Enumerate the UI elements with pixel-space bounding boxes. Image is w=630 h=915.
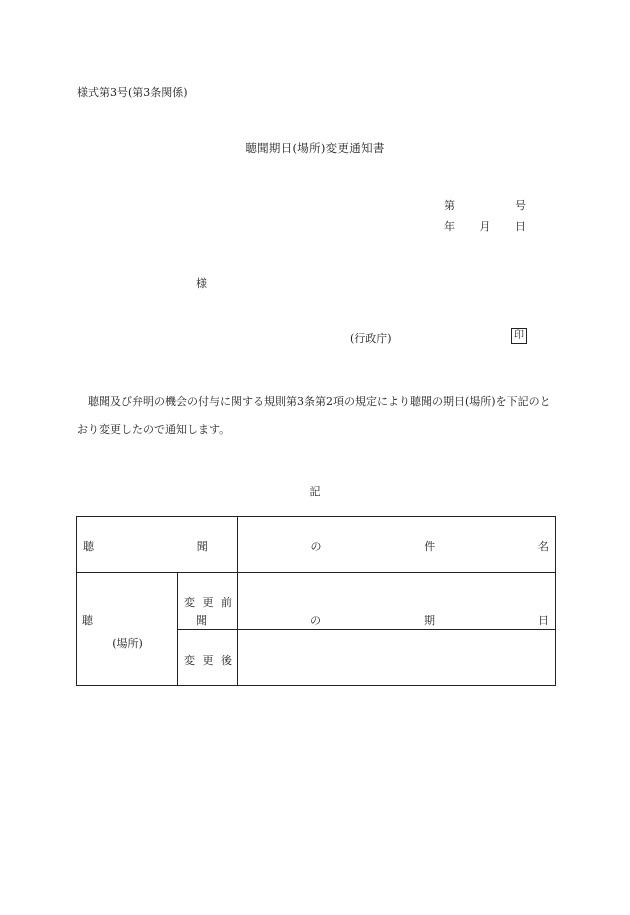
issuer-label: (行政庁) (350, 332, 392, 345)
after-char: 変 (184, 654, 195, 667)
form-number: 様式第3号(第3条関係) (77, 86, 188, 99)
hearing-place-label: (場所) (112, 637, 143, 650)
date-day: 日 (515, 220, 526, 233)
body-paragraph: 聴聞及び弁明の機会の付与に関する規則第3条第2項の規定により聴聞の期日(場所)を下記のとおり変更したので通知します。 (77, 395, 551, 436)
number-prefix: 第 (444, 199, 455, 212)
hearing-date-char: 日 (538, 614, 549, 627)
seal-mark: 印 (511, 328, 527, 344)
details-table (76, 516, 556, 686)
addressee-honorific: 様 (196, 277, 207, 290)
case-name-char: 聴 (83, 540, 94, 553)
number-suffix: 号 (515, 199, 526, 212)
after-change-value-cell (238, 630, 555, 685)
case-name-char: 名 (538, 540, 549, 553)
hearing-date-label-cell (77, 573, 178, 685)
before-change-label (184, 594, 232, 610)
date-year: 年 (444, 220, 455, 233)
date-month: 月 (479, 220, 491, 233)
before-char: 前 (221, 596, 232, 609)
before-char: 更 (202, 596, 214, 609)
hearing-date-char: 聞 (196, 614, 207, 627)
hearing-date-char: 期 (424, 614, 435, 627)
hearing-date-char: の (310, 614, 321, 627)
case-name-label (83, 538, 549, 554)
hearing-date-char: 聴 (82, 614, 93, 627)
date-line (444, 218, 526, 234)
before-char: 変 (184, 596, 195, 609)
hearing-date-label (82, 612, 549, 628)
case-name-char: 件 (424, 540, 436, 553)
after-char: 更 (202, 654, 214, 667)
document-title: 聴聞期日(場所)変更通知書 (245, 141, 385, 155)
document-number-line (444, 197, 526, 213)
ki-heading: 記 (309, 485, 321, 498)
case-name-char: 聞 (196, 540, 208, 553)
after-change-label (184, 652, 232, 668)
after-char: 後 (221, 654, 232, 667)
case-name-char: の (310, 540, 322, 553)
